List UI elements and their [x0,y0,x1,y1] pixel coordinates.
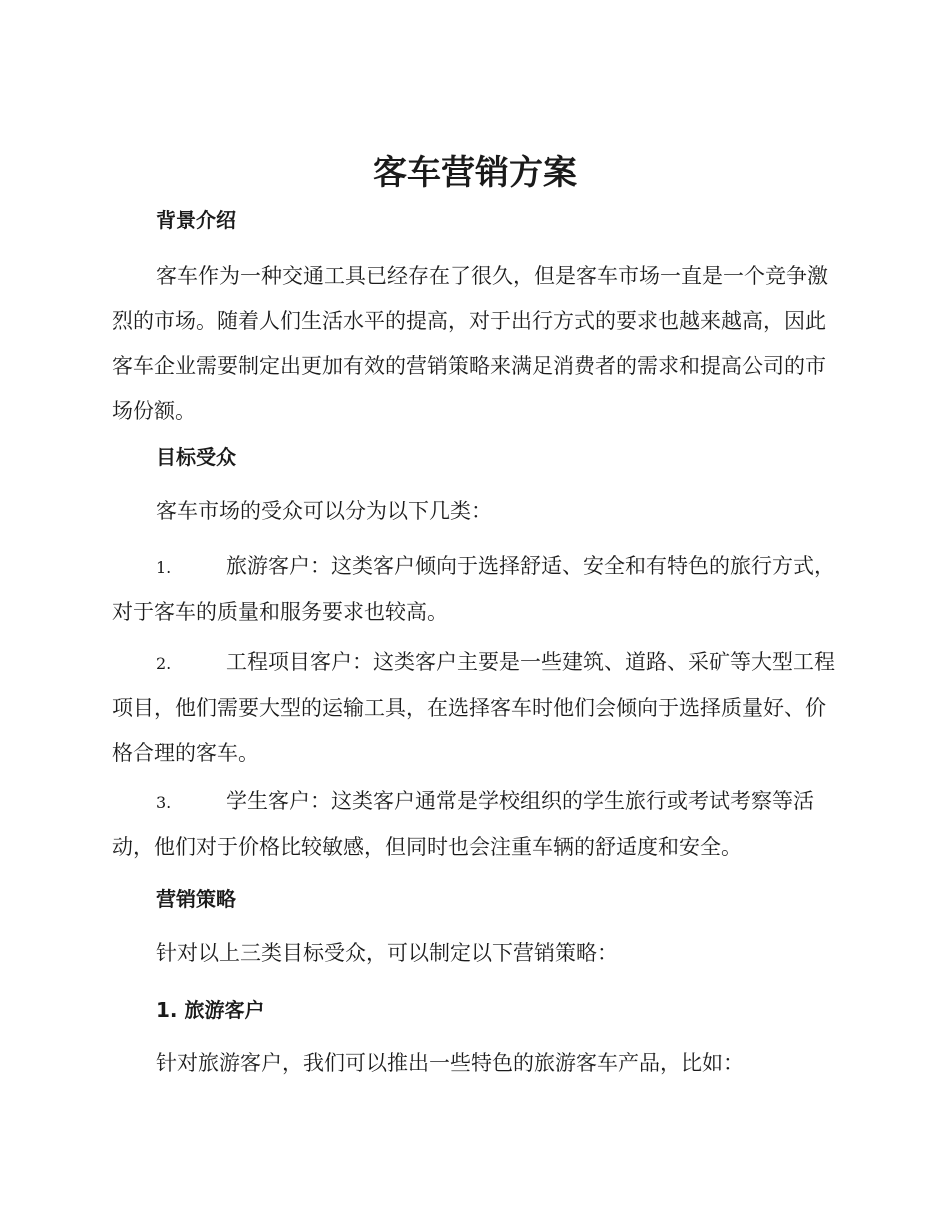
list-item [112,544,836,635]
list-item-number: 1. [156,558,172,577]
strategy-intro: 针对以上三类目标受众，可以制定以下营销策略： [156,941,618,965]
tourism-paragraph: 针对旅游客户，我们可以推出一些特色的旅游客车产品，比如： [156,1051,744,1075]
audience-intro: 客车市场的受众可以分为以下几类： [156,499,492,523]
list-item [112,640,836,776]
document-title: 客车营销方案 [373,153,577,193]
section-heading-background: 背景介绍 [156,208,236,232]
section-heading-strategy: 营销策略 [156,887,236,911]
list-item-number: 3. [156,793,172,812]
background-paragraph: 客车作为一种交通工具已经存在了很久，但是客车市场一直是一个竞争激烈的市场。随着人们生活水平的提高，对于出行方式的要求也越来越高，因此客车企业需要制定出更加有效的营销策略来满足消费者的需求和提高公司的市场份额。 [112,264,828,423]
section-heading-audience: 目标受众 [156,445,236,469]
subheading-tourism: 1. 旅游客户 [156,998,265,1022]
list-item [112,779,836,870]
list-item-number: 2. [156,654,172,673]
list-item-text: 旅游客户：这类客户倾向于选择舒适、安全和有特色的旅行方式，对于客车的质量和服务要求也较高。 [112,554,835,624]
list-item-text: 学生客户：这类客户通常是学校组织的学生旅行或考试考察等活动，他们对于价格比较敏感，但同时也会注重车辆的舒适度和安全。 [112,789,814,859]
list-item-text: 工程项目客户：这类客户主要是一些建筑、道路、采矿等大型工程项目，他们需要大型的运输工具，在选择客车时他们会倾向于选择质量好、价格合理的客车。 [112,650,835,765]
